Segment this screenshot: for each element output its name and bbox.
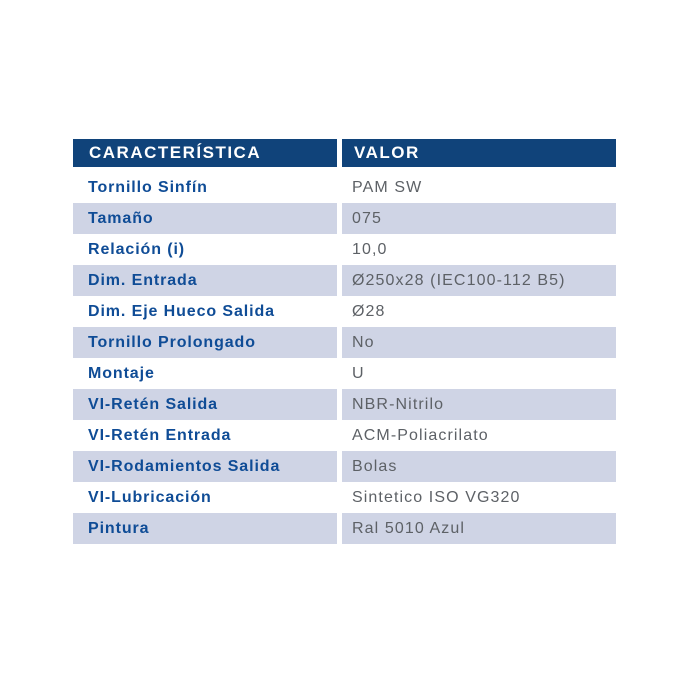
valor-cell: 075 — [342, 203, 616, 234]
caracteristica-column-header: CARACTERÍSTICA — [73, 139, 342, 172]
table-row — [73, 389, 616, 420]
table-row — [73, 172, 616, 203]
caracteristica-cell: VI-Rodamientos Salida — [73, 451, 342, 482]
valor-cell: Sintetico ISO VG320 — [342, 482, 616, 513]
valor-cell: U — [342, 358, 616, 389]
table-row — [73, 234, 616, 265]
valor-cell: PAM SW — [342, 172, 616, 203]
caracteristica-cell: VI-Lubricación — [73, 482, 342, 513]
table-row — [73, 296, 616, 327]
table-row — [73, 451, 616, 482]
spec-table-body — [73, 172, 616, 544]
caracteristica-cell: Relación (i) — [73, 234, 342, 265]
valor-cell: 10,0 — [342, 234, 616, 265]
valor-column-header: VALOR — [342, 139, 616, 172]
caracteristica-cell: Pintura — [73, 513, 342, 544]
table-row — [73, 420, 616, 451]
caracteristica-cell: Dim. Entrada — [73, 265, 342, 296]
caracteristica-cell: Dim. Eje Hueco Salida — [73, 296, 342, 327]
caracteristica-cell: VI-Retén Entrada — [73, 420, 342, 451]
spec-table — [73, 139, 616, 544]
caracteristica-cell: VI-Retén Salida — [73, 389, 342, 420]
caracteristica-cell: Tamaño — [73, 203, 342, 234]
valor-cell: No — [342, 327, 616, 358]
table-row — [73, 482, 616, 513]
caracteristica-cell: Tornillo Sinfín — [73, 172, 342, 203]
table-row — [73, 513, 616, 544]
valor-cell: Bolas — [342, 451, 616, 482]
valor-cell: Ral 5010 Azul — [342, 513, 616, 544]
table-row — [73, 265, 616, 296]
caracteristica-cell: Montaje — [73, 358, 342, 389]
caracteristica-cell: Tornillo Prolongado — [73, 327, 342, 358]
table-row — [73, 358, 616, 389]
spec-table-header — [73, 139, 616, 172]
table-row — [73, 327, 616, 358]
valor-cell: ACM-Poliacrilato — [342, 420, 616, 451]
valor-cell: NBR-Nitrilo — [342, 389, 616, 420]
table-row — [73, 203, 616, 234]
header-row — [73, 139, 616, 172]
valor-cell: Ø28 — [342, 296, 616, 327]
valor-cell: Ø250x28 (IEC100-112 B5) — [342, 265, 616, 296]
